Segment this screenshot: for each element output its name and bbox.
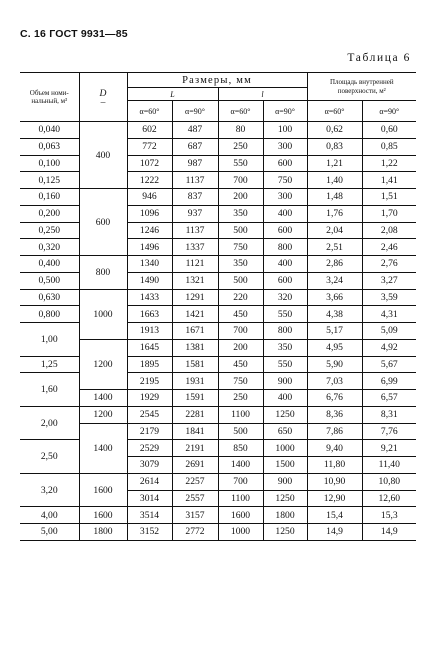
area-alpha60-cell: 1,21 <box>307 155 362 172</box>
table-body <box>20 122 416 541</box>
L-alpha90-cell: 1841 <box>172 423 218 440</box>
l-alpha60-cell: 450 <box>218 306 263 323</box>
volume-cell: 0,630 <box>20 289 79 306</box>
area-alpha60-cell: 0,62 <box>307 122 362 139</box>
L-alpha90-cell: 3157 <box>172 507 218 524</box>
l-alpha60-cell: 700 <box>218 323 263 340</box>
area-alpha60-cell: 7,86 <box>307 423 362 440</box>
col-diameter-label: D <box>99 87 107 99</box>
area-alpha60-cell: 11,80 <box>307 457 362 474</box>
area-alpha90-cell: 0,85 <box>362 138 416 155</box>
table-row <box>20 507 416 524</box>
l-alpha60-cell: 250 <box>218 390 263 407</box>
L-alpha90-cell: 1931 <box>172 373 218 390</box>
l-alpha90-cell: 1250 <box>263 524 307 541</box>
l-alpha60-cell: 850 <box>218 440 263 457</box>
L-alpha90-cell: 1291 <box>172 289 218 306</box>
L-alpha60-cell: 1246 <box>127 222 172 239</box>
col-l-alpha60: α=60° <box>218 101 263 122</box>
area-alpha90-cell: 0,60 <box>362 122 416 139</box>
volume-cell: 4,00 <box>20 507 79 524</box>
area-alpha90-cell: 1,41 <box>362 172 416 189</box>
area-alpha60-cell: 1,76 <box>307 205 362 222</box>
l-alpha60-cell: 350 <box>218 205 263 222</box>
page-header: С. 16 ГОСТ 9931—85 <box>20 28 128 40</box>
area-alpha90-cell: 14,9 <box>362 524 416 541</box>
area-alpha90-cell: 1,51 <box>362 189 416 206</box>
volume-cell: 2,00 <box>20 406 79 440</box>
area-alpha90-cell: 1,70 <box>362 205 416 222</box>
L-alpha60-cell: 1096 <box>127 205 172 222</box>
area-alpha90-cell: 5,09 <box>362 323 416 340</box>
area-alpha90-cell: 8,31 <box>362 406 416 423</box>
area-alpha90-cell: 4,92 <box>362 339 416 356</box>
area-alpha60-cell: 2,86 <box>307 256 362 273</box>
volume-cell: 1,60 <box>20 373 79 407</box>
area-alpha60-cell: 5,90 <box>307 356 362 373</box>
L-alpha60-cell: 1645 <box>127 339 172 356</box>
l-alpha90-cell: 900 <box>263 373 307 390</box>
L-alpha90-cell: 2691 <box>172 457 218 474</box>
L-alpha90-cell: 1321 <box>172 272 218 289</box>
table-caption: Таблица 6 <box>347 52 411 64</box>
area-alpha60-cell: 7,03 <box>307 373 362 390</box>
l-alpha60-cell: 1000 <box>218 524 263 541</box>
L-alpha60-cell: 3014 <box>127 490 172 507</box>
col-L-header: L <box>127 88 218 101</box>
table-row <box>20 289 416 306</box>
L-alpha90-cell: 2191 <box>172 440 218 457</box>
area-alpha60-cell: 6,76 <box>307 390 362 407</box>
area-alpha90-cell: 6,57 <box>362 390 416 407</box>
area-alpha60-cell: 4,38 <box>307 306 362 323</box>
l-alpha90-cell: 1500 <box>263 457 307 474</box>
l-alpha90-cell: 1250 <box>263 490 307 507</box>
diameter-cell: 400 <box>79 122 127 189</box>
area-alpha90-cell: 1,22 <box>362 155 416 172</box>
volume-cell: 0,400 <box>20 256 79 273</box>
area-alpha60-cell: 15,4 <box>307 507 362 524</box>
area-alpha90-cell: 2,76 <box>362 256 416 273</box>
l-alpha60-cell: 500 <box>218 272 263 289</box>
l-alpha60-cell: 1600 <box>218 507 263 524</box>
area-alpha60-cell: 3,66 <box>307 289 362 306</box>
l-alpha60-cell: 1100 <box>218 406 263 423</box>
l-alpha90-cell: 550 <box>263 306 307 323</box>
L-alpha90-cell: 1381 <box>172 339 218 356</box>
volume-cell: 0,040 <box>20 122 79 139</box>
col-volume-header <box>20 73 79 122</box>
area-alpha90-cell: 7,76 <box>362 423 416 440</box>
area-alpha60-cell: 2,04 <box>307 222 362 239</box>
l-alpha90-cell: 600 <box>263 155 307 172</box>
diameter-cell: 1800 <box>79 524 127 541</box>
l-alpha60-cell: 750 <box>218 373 263 390</box>
L-alpha60-cell: 1913 <box>127 323 172 340</box>
L-alpha90-cell: 2772 <box>172 524 218 541</box>
l-alpha90-cell: 400 <box>263 390 307 407</box>
L-alpha60-cell: 1490 <box>127 272 172 289</box>
L-alpha90-cell: 487 <box>172 122 218 139</box>
l-alpha60-cell: 250 <box>218 138 263 155</box>
area-alpha90-cell: 2,08 <box>362 222 416 239</box>
area-alpha90-cell: 3,59 <box>362 289 416 306</box>
diameter-cell: 600 <box>79 189 127 256</box>
l-alpha90-cell: 100 <box>263 122 307 139</box>
l-alpha90-cell: 400 <box>263 205 307 222</box>
L-alpha60-cell: 1222 <box>127 172 172 189</box>
volume-cell: 0,200 <box>20 205 79 222</box>
l-alpha60-cell: 750 <box>218 239 263 256</box>
l-alpha60-cell: 500 <box>218 423 263 440</box>
diameter-cell: 1200 <box>79 406 127 423</box>
L-alpha60-cell: 3152 <box>127 524 172 541</box>
volume-cell: 0,500 <box>20 272 79 289</box>
l-alpha90-cell: 1250 <box>263 406 307 423</box>
L-alpha60-cell: 2195 <box>127 373 172 390</box>
volume-cell: 3,20 <box>20 473 79 507</box>
L-alpha90-cell: 1671 <box>172 323 218 340</box>
L-alpha60-cell: 2529 <box>127 440 172 457</box>
volume-cell: 0,160 <box>20 189 79 206</box>
L-alpha60-cell: 946 <box>127 189 172 206</box>
table-row <box>20 256 416 273</box>
l-alpha60-cell: 1100 <box>218 490 263 507</box>
area-alpha60-cell: 2,51 <box>307 239 362 256</box>
l-alpha90-cell: 550 <box>263 356 307 373</box>
l-alpha90-cell: 400 <box>263 256 307 273</box>
area-alpha60-cell: 3,24 <box>307 272 362 289</box>
area-alpha60-cell: 4,95 <box>307 339 362 356</box>
table-row <box>20 473 416 490</box>
volume-cell: 0,063 <box>20 138 79 155</box>
area-alpha90-cell: 2,46 <box>362 239 416 256</box>
diameter-cell: 1600 <box>79 507 127 524</box>
volume-cell: 2,50 <box>20 440 79 474</box>
table-row <box>20 406 416 423</box>
area-alpha60-cell: 0,83 <box>307 138 362 155</box>
area-alpha90-cell: 5,67 <box>362 356 416 373</box>
area-alpha90-cell: 4,31 <box>362 306 416 323</box>
diameter-cell: 1400 <box>79 423 127 473</box>
col-volume-label: Объем номи-нальный, м³ <box>29 88 69 105</box>
volume-cell: 0,250 <box>20 222 79 239</box>
col-diameter-unit: – <box>100 96 106 108</box>
area-alpha90-cell: 6,99 <box>362 373 416 390</box>
L-alpha60-cell: 1072 <box>127 155 172 172</box>
area-alpha60-cell: 10,90 <box>307 473 362 490</box>
L-alpha60-cell: 1496 <box>127 239 172 256</box>
L-alpha90-cell: 1421 <box>172 306 218 323</box>
L-alpha60-cell: 2179 <box>127 423 172 440</box>
L-alpha90-cell: 1581 <box>172 356 218 373</box>
table-row <box>20 423 416 440</box>
area-alpha90-cell: 15,3 <box>362 507 416 524</box>
area-alpha60-cell: 8,36 <box>307 406 362 423</box>
L-alpha60-cell: 1663 <box>127 306 172 323</box>
col-diameter-header <box>79 73 127 122</box>
L-alpha60-cell: 2545 <box>127 406 172 423</box>
L-alpha60-cell: 2614 <box>127 473 172 490</box>
l-alpha90-cell: 650 <box>263 423 307 440</box>
l-alpha60-cell: 700 <box>218 473 263 490</box>
diameter-cell: 1200 <box>79 339 127 389</box>
l-alpha90-cell: 1800 <box>263 507 307 524</box>
diameter-cell: 1400 <box>79 390 127 407</box>
L-alpha90-cell: 1121 <box>172 256 218 273</box>
volume-cell: 0,100 <box>20 155 79 172</box>
l-alpha60-cell: 500 <box>218 222 263 239</box>
area-alpha90-cell: 9,21 <box>362 440 416 457</box>
L-alpha60-cell: 1433 <box>127 289 172 306</box>
area-alpha60-cell: 5,17 <box>307 323 362 340</box>
L-alpha60-cell: 1895 <box>127 356 172 373</box>
l-alpha60-cell: 220 <box>218 289 263 306</box>
volume-cell: 1,25 <box>20 356 79 373</box>
area-alpha60-cell: 1,40 <box>307 172 362 189</box>
L-alpha90-cell: 1591 <box>172 390 218 407</box>
l-alpha60-cell: 80 <box>218 122 263 139</box>
l-alpha60-cell: 350 <box>218 256 263 273</box>
l-alpha90-cell: 900 <box>263 473 307 490</box>
col-area-alpha90: α=90° <box>362 101 416 122</box>
L-alpha90-cell: 687 <box>172 138 218 155</box>
l-alpha90-cell: 350 <box>263 339 307 356</box>
area-alpha60-cell: 1,48 <box>307 189 362 206</box>
l-alpha60-cell: 200 <box>218 339 263 356</box>
area-alpha90-cell: 11,40 <box>362 457 416 474</box>
diameter-cell: 1000 <box>79 289 127 339</box>
volume-cell: 5,00 <box>20 524 79 541</box>
L-alpha90-cell: 1137 <box>172 172 218 189</box>
sizes-group-header: Размеры, мм <box>127 73 307 88</box>
table-row <box>20 122 416 139</box>
volume-cell: 0,125 <box>20 172 79 189</box>
diameter-cell: 1600 <box>79 473 127 507</box>
L-alpha90-cell: 837 <box>172 189 218 206</box>
l-alpha90-cell: 300 <box>263 189 307 206</box>
col-area-alpha60: α=60° <box>307 101 362 122</box>
L-alpha90-cell: 2257 <box>172 473 218 490</box>
table-row <box>20 339 416 356</box>
area-alpha90-cell: 3,27 <box>362 272 416 289</box>
l-alpha60-cell: 550 <box>218 155 263 172</box>
l-alpha60-cell: 200 <box>218 189 263 206</box>
l-alpha90-cell: 750 <box>263 172 307 189</box>
l-alpha60-cell: 700 <box>218 172 263 189</box>
l-alpha60-cell: 450 <box>218 356 263 373</box>
area-alpha90-cell: 10,80 <box>362 473 416 490</box>
L-alpha60-cell: 602 <box>127 122 172 139</box>
area-alpha60-cell: 12,90 <box>307 490 362 507</box>
L-alpha60-cell: 3079 <box>127 457 172 474</box>
L-alpha90-cell: 937 <box>172 205 218 222</box>
area-alpha60-cell: 14,9 <box>307 524 362 541</box>
L-alpha90-cell: 987 <box>172 155 218 172</box>
L-alpha60-cell: 3514 <box>127 507 172 524</box>
L-alpha60-cell: 772 <box>127 138 172 155</box>
volume-cell: 1,00 <box>20 323 79 357</box>
l-alpha90-cell: 320 <box>263 289 307 306</box>
area-alpha90-cell: 12,60 <box>362 490 416 507</box>
col-L-alpha60: α=60° <box>127 101 172 122</box>
diameter-cell: 800 <box>79 256 127 290</box>
col-l-header: l <box>218 88 307 101</box>
volume-cell: 0,320 <box>20 239 79 256</box>
area-alpha60-cell: 9,40 <box>307 440 362 457</box>
l-alpha90-cell: 300 <box>263 138 307 155</box>
table-row <box>20 189 416 206</box>
L-alpha90-cell: 1337 <box>172 239 218 256</box>
table-row <box>20 390 416 407</box>
L-alpha90-cell: 1137 <box>172 222 218 239</box>
L-alpha60-cell: 1929 <box>127 390 172 407</box>
col-L-alpha90: α=90° <box>172 101 218 122</box>
area-group-label: Площадь внутренней поверхности, м² <box>329 78 394 95</box>
L-alpha60-cell: 1340 <box>127 256 172 273</box>
volume-cell: 0,800 <box>20 306 79 323</box>
l-alpha90-cell: 1000 <box>263 440 307 457</box>
dimensions-table <box>20 72 416 541</box>
area-group-header <box>307 73 416 101</box>
l-alpha90-cell: 800 <box>263 239 307 256</box>
table-row <box>20 524 416 541</box>
l-alpha60-cell: 1400 <box>218 457 263 474</box>
l-alpha90-cell: 800 <box>263 323 307 340</box>
L-alpha90-cell: 2557 <box>172 490 218 507</box>
L-alpha90-cell: 2281 <box>172 406 218 423</box>
col-l-alpha90: α=90° <box>263 101 307 122</box>
l-alpha90-cell: 600 <box>263 272 307 289</box>
l-alpha90-cell: 600 <box>263 222 307 239</box>
